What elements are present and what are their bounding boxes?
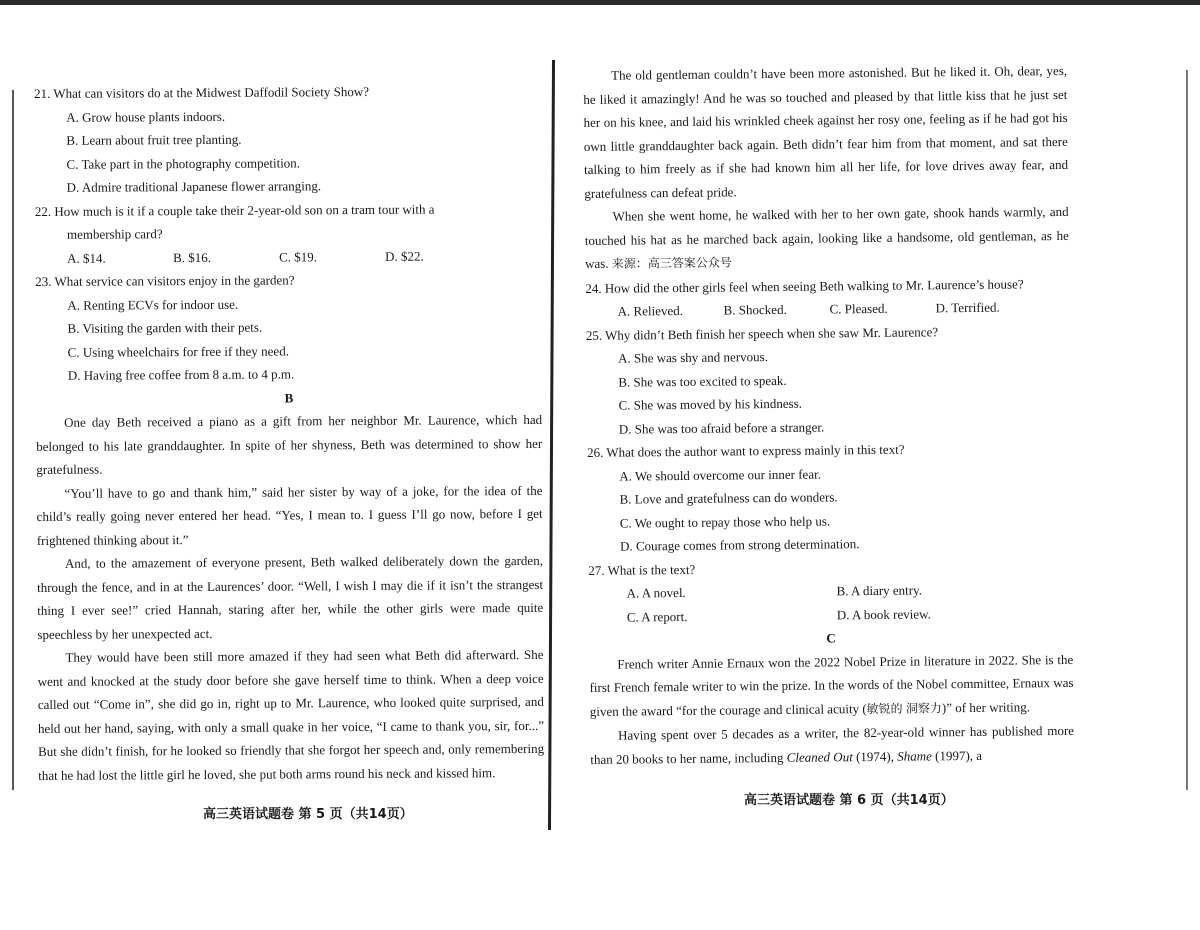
question-24-option-d: D. Terrified. (935, 299, 1000, 316)
book-title-shame: Shame (897, 747, 932, 764)
section-b-heading: B (284, 389, 294, 405)
question-22-option-c: C. $19. (279, 248, 318, 265)
question-23-stem: 23. What service can visitors enjoy in the garden? (35, 272, 295, 289)
passage-b-paragraph-6-text: When she went home, he walked with her to her own gate, shook hands warmly, and touched his hat as he marched back again, looking like a handsome, old gentleman, as he was. (584, 203, 1069, 271)
question-24-stem: 24. How did the other girls feel when seeing Beth walking to Mr. Laurence’s house? (585, 275, 1024, 296)
right-page (583, 59, 1076, 912)
page-6-footer: 高三英语试题卷 第 6 页（共14页） (744, 793, 954, 808)
page-spine-divider (548, 60, 555, 830)
book-year-1997: (1997), a (931, 747, 983, 763)
passage-c-paragraph-1-end: )” of her writing. (941, 698, 1031, 715)
question-27-option-c: C. A report. (626, 608, 688, 625)
question-26-stem: 26. What does the author want to express mainly in this text? (586, 441, 905, 460)
source-watermark-note: 来源：高三答案公众号 (611, 255, 732, 271)
question-22-stem-cont: membership card? (66, 226, 163, 242)
question-21-option-d: D. Admire traditional Japanese flower arranging. (66, 178, 322, 195)
question-24-options (617, 295, 1069, 323)
question-23-option-a: A. Renting ECVs for indoor use. (67, 296, 239, 313)
question-22-stem: 22. How much is it if a couple take their 2-year-old son on a tram tour with a (34, 201, 435, 219)
passage-b-paragraph-1: One day Beth received a piano as a gift from her neighbor Mr. Laurence, which had belonged to his late granddaughter. In spite of her shyness, Beth was determined to show her gratefulness. (36, 411, 543, 477)
passage-b-paragraph-4: They would have been still more amazed if they had seen what Beth did afterward. She went and knocked at the study door before she gave herself time to think. When a deep voice called out “Come in”, she did go in, right up to Mr. Laurence, who looked quite surprised, and held out her hand, saying, with only a small quake in her voice, “I came to thank you, sir, for...” But she didn’t finish, for he looked so friendly that she forgot her speech and, only remembering that he had lost the little girl he loved, she put both arms round his neck and kissed him. (37, 646, 545, 783)
passage-c-paragraph-2-text: Having spent over 5 decades as a writer, the 82-year-old winner has published more than 20 books to her name, including (590, 722, 1075, 767)
question-24-option-c: C. Pleased. (829, 300, 888, 317)
passage-c-paragraph-2 (590, 719, 1074, 771)
passage-b-paragraph-3: And, to the amazement of everyone present, Beth walked deliberately down the garden, through the fence, and in at the Laurences’ door. “Well, I wish I may die if it isn’t the strangest thing I ever see!” cried Hannah, staring after her, while the other girls were made quite speechless by her unexpected act. (37, 552, 544, 642)
scan-right-margin-line (1186, 70, 1188, 790)
question-27-option-a: A. A novel. (626, 584, 686, 601)
question-24-option-a: A. Relieved. (617, 302, 684, 319)
book-year-1974: (1974), (852, 748, 898, 764)
question-26-option-d: D. Courage comes from strong determination. (619, 536, 860, 554)
question-21-option-b: B. Learn about fruit tree planting. (66, 131, 242, 148)
scan-top-edge (0, 0, 1200, 5)
book-title-cleaned-out: Cleaned Out (786, 748, 853, 765)
passage-c-chinese-gloss-1: 敏锐的 (866, 701, 903, 716)
question-27-stem: 27. What is the text? (588, 561, 696, 578)
question-25-option-b: B. She was too excited to speak. (618, 372, 787, 390)
question-25-option-a: A. She was shy and nervous. (618, 349, 768, 366)
passage-c-chinese-gloss-2: 洞察力 (905, 700, 942, 716)
scan-left-margin-line (12, 90, 14, 790)
question-26-option-b: B. Love and gratefulness can do wonders. (619, 489, 838, 507)
page-5-footer: 高三英语试题卷 第 5 页（共14页） (203, 807, 413, 822)
question-23-option-d: D. Having free coffee from 8 a.m. to 4 p.m. (67, 366, 295, 383)
passage-b-paragraph-6 (584, 200, 1069, 277)
question-25-option-d: D. She was too afraid before a stranger. (618, 418, 825, 437)
question-21-stem: 21. What can visitors do at the Midwest Daffodil Society Show? (34, 83, 370, 101)
question-27-options (626, 577, 1072, 629)
question-25-stem: 25. Why didn’t Beth finish her speech when she saw Mr. Laurence? (585, 323, 939, 343)
question-21-option-a: A. Grow house plants indoors. (66, 108, 226, 125)
passage-c-paragraph-1 (589, 647, 1074, 724)
question-22-option-d: D. $22. (385, 248, 424, 264)
question-22-option-b: B. $16. (173, 249, 212, 265)
question-25-option-c: C. She was moved by his kindness. (618, 395, 803, 413)
question-22-option-a: A. $14. (67, 250, 106, 266)
question-23-option-c: C. Using wheelchairs for free if they need. (67, 342, 289, 360)
question-26-option-c: C. We ought to repay those who help us. (619, 512, 831, 531)
question-27-option-d: D. A book review. (836, 605, 931, 622)
passage-c-paragraph-1-text: French writer Annie Ernaux won the 2022 Nobel Prize in literature in 2022. She is the first French female writer to win the prize. In the words of the Nobel committee, Ernaux was given the award “for the courage and clinical acuity ( (589, 651, 1074, 719)
question-27-option-b: B. A diary entry. (836, 582, 923, 599)
passage-b-paragraph-5: The old gentleman couldn’t have been more astonished. But he liked it. Oh, dear, yes, he liked it amazingly! And he was so touched and pleased by that little kiss that he just set her on his knee, and laid his wrinkled cheek against her rosy one, feeling as if he had got his own little granddaughter back again. Beth didn’t fear him from that moment, and sat there talking to him freely as if she had known him all her life, for love drives away fear, and gratefulness can defeat pride. (583, 62, 1069, 201)
question-23-option-b: B. Visiting the garden with their pets. (67, 319, 263, 336)
question-21-option-c: C. Take part in the photography competition. (66, 154, 301, 172)
question-24-option-b: B. Shocked. (723, 301, 787, 318)
passage-b-paragraph-2: “You’ll have to go and thank him,” said her sister by way of a joke, for the idea of the child’s really going never entered her head. “Yes, I mean to. I guess I’ll go now, before I get frightened thinking about it.” (36, 482, 543, 548)
question-26-option-a: A. We should overcome our inner fear. (619, 466, 821, 484)
question-22-options (67, 243, 541, 269)
section-c-heading: C (826, 630, 836, 646)
